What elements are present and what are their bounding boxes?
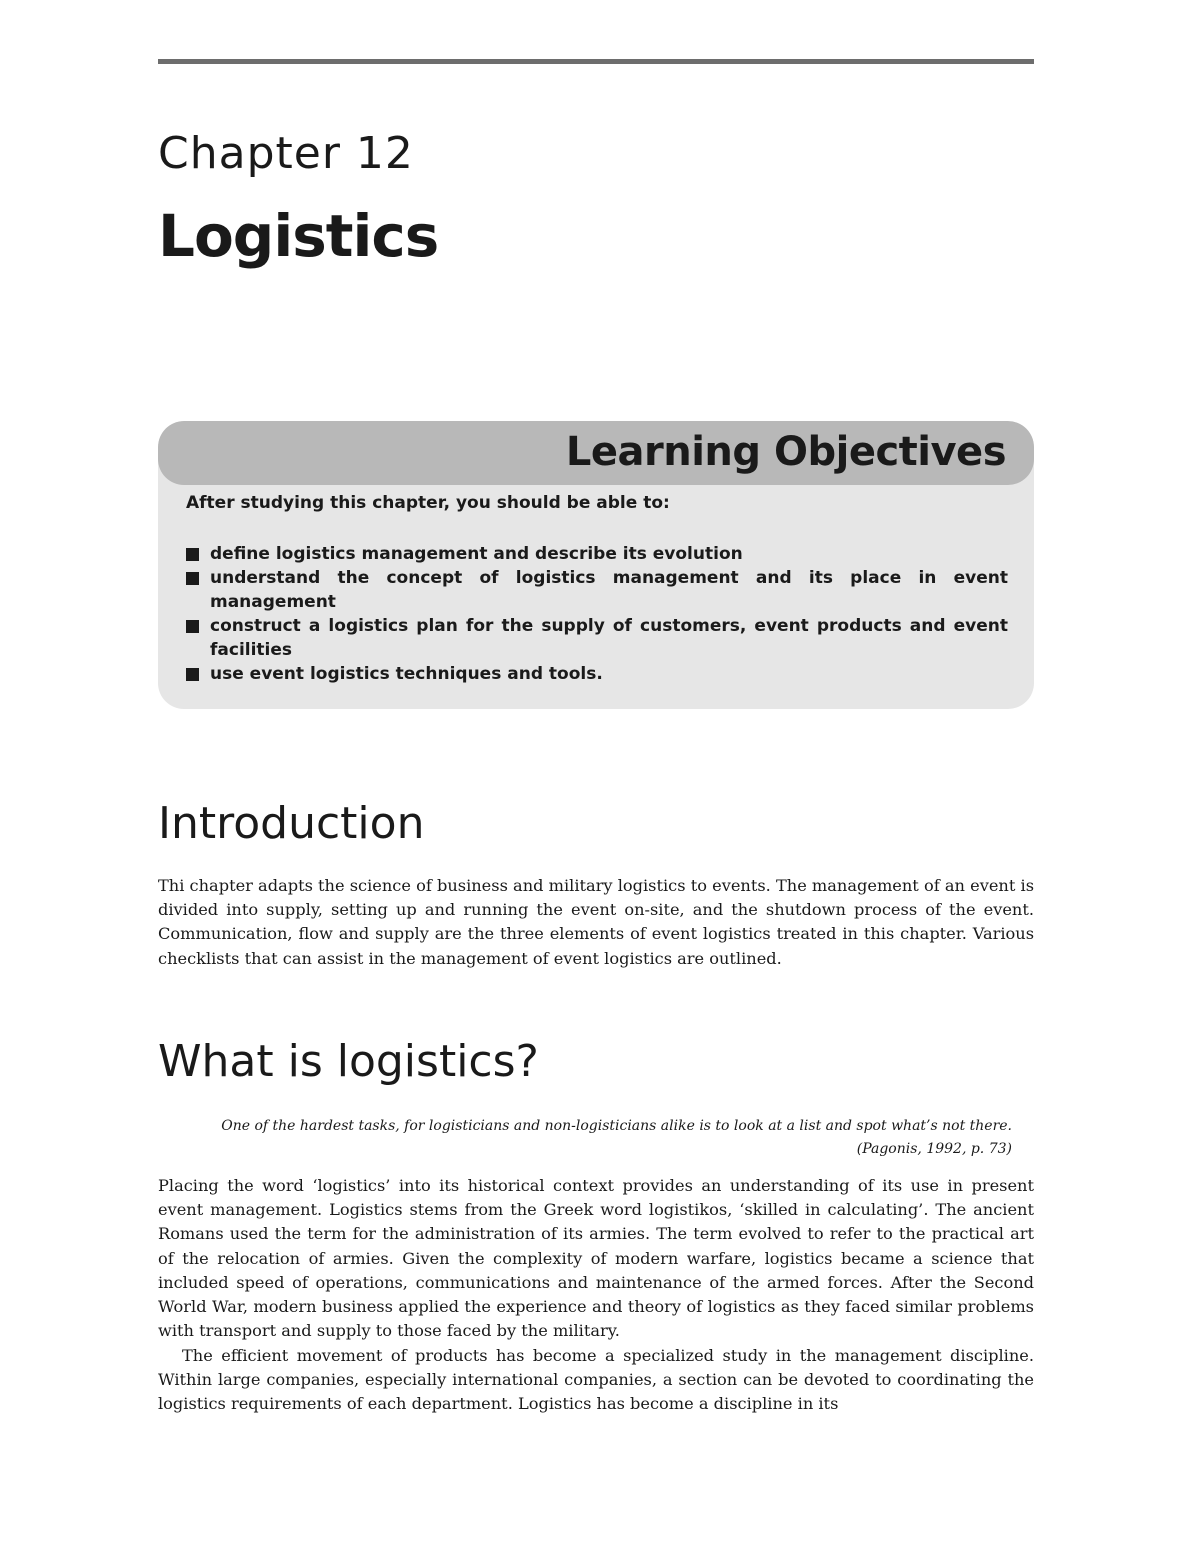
square-bullet-icon bbox=[186, 668, 199, 681]
learning-objectives-list bbox=[186, 542, 1008, 686]
objective-item bbox=[186, 614, 1008, 662]
objective-item bbox=[186, 566, 1008, 614]
epigraph-quote: One of the hardest tasks, for logisticians and non-logisticians alike is to look at a list and spot what’s not there. bbox=[221, 1118, 1012, 1134]
square-bullet-icon bbox=[186, 620, 199, 633]
learning-objectives-box bbox=[158, 421, 1034, 709]
square-bullet-icon bbox=[186, 548, 199, 561]
chapter-title: Logistics bbox=[158, 202, 439, 270]
objective-item bbox=[186, 662, 1008, 686]
introduction-paragraph: Thi chapter adapts the science of business and military logistics to events. The management of an event is divided into supply, setting up and running the event on-site, and the shutdown process of the event. Communication, flow and supply are the three elements of event logistics treated in this chapter. Various checklists that can assist in the management of event logistics are outlined. bbox=[158, 876, 1034, 968]
learning-objectives-header bbox=[158, 421, 1034, 485]
body-paragraph: Placing the word ‘logistics’ into its historical context provides an understanding of its use in present event management. Logistics stems from the Greek word logistikos, ‘skilled in calculating’. The ancient Romans used the term for the administration of its armies. The term evolved to refer to the practical art of the relocation of armies. Given the complexity of modern warfare, logistics became a science that included speed of operations, communications and maintenance of the armed forces. After the Second World War, modern business applied the experience and theory of logistics as they faced similar problems with transport and supply to those faced by the military. bbox=[158, 1176, 1034, 1341]
epigraph bbox=[158, 1115, 1012, 1161]
chapter-number: Chapter 12 bbox=[158, 128, 414, 179]
what-is-logistics-heading: What is logistics? bbox=[158, 1036, 539, 1087]
objective-text: define logistics management and describe its evolution bbox=[210, 544, 743, 564]
learning-objectives-title: Learning Objectives bbox=[565, 429, 1006, 475]
top-rule bbox=[158, 59, 1034, 64]
objective-text: use event logistics techniques and tools. bbox=[210, 664, 603, 684]
objective-item bbox=[186, 542, 1008, 566]
learning-objectives-intro: After studying this chapter, you should be able to: bbox=[186, 493, 670, 513]
objective-text: understand the concept of logistics management and its place in event management bbox=[210, 568, 1008, 612]
introduction-heading: Introduction bbox=[158, 798, 425, 849]
body-paragraph: The efficient movement of products has become a specialized study in the management discipline. Within large companies, especially international companies, a section can be devoted to coordinating the logistics requirements of each department. Logistics has become a discipline in its bbox=[158, 1346, 1034, 1414]
epigraph-citation: (Pagonis, 1992, p. 73) bbox=[856, 1141, 1012, 1157]
square-bullet-icon bbox=[186, 572, 199, 585]
objective-text: construct a logistics plan for the supply of customers, event products and event facilities bbox=[210, 616, 1008, 660]
